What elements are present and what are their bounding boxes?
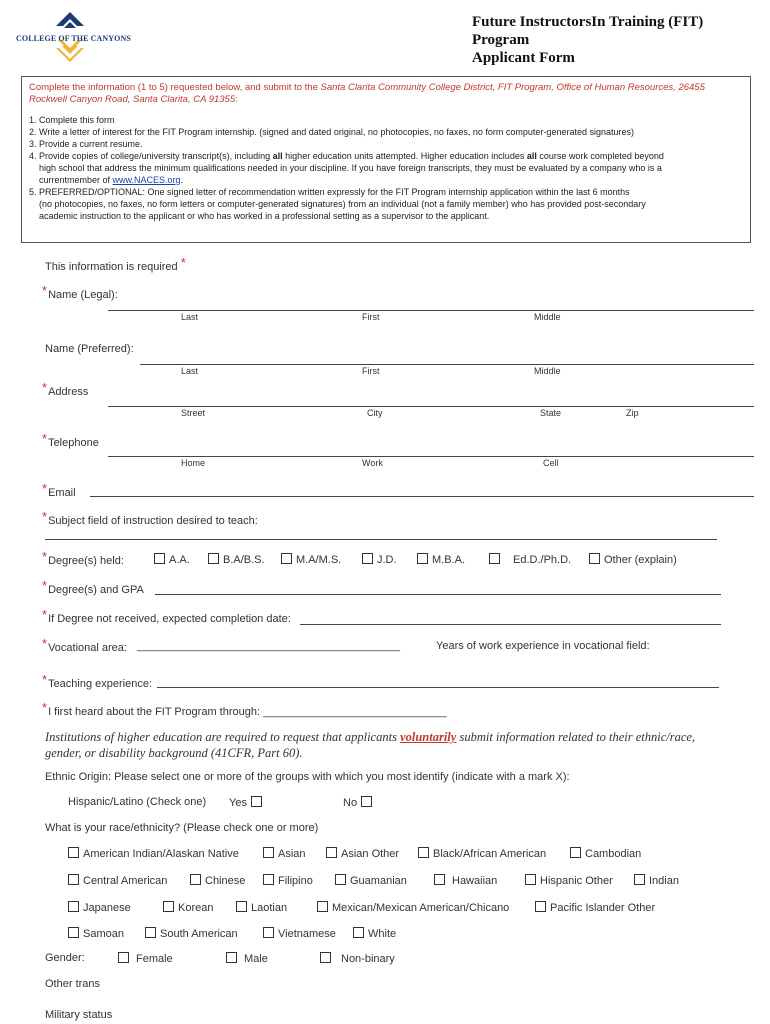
race-samoan[interactable]: [68, 927, 124, 940]
teaching-label: [42, 672, 153, 690]
required-star: *: [42, 607, 48, 622]
race-pacific-islander[interactable]: [535, 901, 655, 914]
telephone-label: [42, 431, 99, 449]
subject-label: [42, 509, 258, 527]
required-star: *: [42, 578, 48, 593]
required-star: *: [42, 549, 48, 564]
checkbox[interactable]: [68, 874, 79, 885]
hispanic-yes-label: Yes: [229, 797, 247, 809]
race-chinese[interactable]: [190, 874, 245, 887]
degree-option-aa[interactable]: [154, 553, 190, 566]
teaching-text: Teaching experience:: [48, 678, 153, 690]
step-4-text-c: higher education units attempted. Higher education includes: [285, 151, 525, 161]
checkbox[interactable]: [68, 927, 79, 938]
degree-option-mba[interactable]: [417, 553, 465, 566]
degree-option-label: Ed.D./Ph.D.: [513, 554, 572, 566]
step-5-cont2: academic instruction to the applicant or who has worked in a professional setting as a supervisor to the applicant.: [39, 211, 490, 221]
completion-date-label: [42, 607, 291, 625]
military-status-label: Military status: [45, 1009, 113, 1021]
step-4-cont: high school that address the minimum qualifications needed in your discipline. If you have foreign transcripts, they must be evaluated by a company who is a: [39, 163, 662, 173]
step-4-cont2: [29, 174, 744, 186]
gender-label: Gender:: [45, 952, 85, 964]
address-zip: Zip: [626, 408, 639, 418]
race-label: Japanese: [83, 902, 131, 914]
race-label: Hawaiian: [452, 875, 498, 887]
degree-option-label: M.A/M.S.: [296, 554, 342, 566]
checkbox[interactable]: [361, 796, 372, 807]
step-4-bold-all-2: all: [526, 151, 537, 161]
degree-option-jd[interactable]: [362, 553, 397, 566]
checkbox[interactable]: [417, 553, 428, 564]
name-legal-middle: Middle: [534, 312, 561, 322]
address-city: City: [367, 408, 383, 418]
step-4: [29, 150, 744, 162]
race-laotian[interactable]: [236, 901, 287, 914]
college-logo: [14, 10, 129, 66]
checkbox[interactable]: [154, 553, 165, 564]
step-2: 2. Write a letter of interest for the FIT Program internship. (signed and dated original, no photocopies, no faxes, no form computer-generated signatures): [29, 127, 634, 137]
required-note: [45, 255, 187, 273]
email-label: [42, 481, 76, 499]
ethnic-notice: [45, 729, 745, 761]
required-star: *: [42, 636, 48, 651]
notice-text-c: gender, or disability background (41CFR, Part 60).: [45, 746, 303, 760]
race-filipino[interactable]: [263, 874, 313, 887]
checkbox[interactable]: [263, 927, 274, 938]
gender-female[interactable]: [118, 952, 173, 965]
checkbox[interactable]: [362, 553, 373, 564]
required-note-text: This information is required: [45, 261, 178, 273]
step-5-cont: (no photocopies, no faxes, no form letters or computer-generated signatures) from an individual (not a family member) who has provided post-secondary: [39, 199, 646, 209]
checkbox[interactable]: [226, 952, 237, 963]
checkbox[interactable]: [335, 874, 346, 885]
checkbox[interactable]: [634, 874, 645, 885]
heard-label: [42, 700, 447, 718]
checkbox[interactable]: [236, 901, 247, 912]
step-4-text-g: currentmember of: [39, 175, 111, 185]
name-preferred-first: First: [362, 366, 380, 376]
checkbox[interactable]: [163, 901, 174, 912]
college-logo-text: COLLEGE OF THE CANYONS: [16, 34, 131, 43]
race-hispanic-other[interactable]: [525, 874, 613, 887]
race-american-indian[interactable]: [68, 847, 239, 860]
email-text: Email: [48, 487, 76, 499]
other-trans-label: Other trans: [45, 978, 101, 990]
name-legal-label: [42, 283, 118, 301]
race-label: Mexican/Mexican American/Chicano: [332, 902, 510, 914]
degrees-gpa-field[interactable]: [155, 594, 721, 595]
vocational-label: [42, 636, 127, 654]
required-star: *: [42, 481, 48, 496]
race-japanese[interactable]: [68, 901, 131, 914]
race-asian-other[interactable]: [326, 847, 399, 860]
race-asian[interactable]: [263, 847, 306, 860]
telephone-work: Work: [362, 458, 383, 468]
telephone-home: Home: [181, 458, 206, 468]
hispanic-no[interactable]: [343, 796, 376, 809]
race-label: Chinese: [205, 875, 246, 887]
race-label: Cambodian: [585, 848, 642, 860]
race-central-american[interactable]: [68, 874, 167, 887]
checkbox[interactable]: [535, 901, 546, 912]
gender-option-label: Female: [136, 953, 173, 965]
race-guamanian[interactable]: [335, 874, 407, 887]
degrees-gpa-label: [42, 578, 144, 596]
race-label: Filipino: [278, 875, 313, 887]
checkbox[interactable]: [145, 927, 156, 938]
degree-option-label: Other (explain): [604, 554, 677, 566]
race-label: Asian: [278, 848, 306, 860]
notice-text-a: Institutions of higher education are required to request that applicants: [45, 730, 397, 744]
degree-option-ma[interactable]: [281, 553, 341, 566]
checkbox[interactable]: [208, 553, 219, 564]
race-label: Hispanic Other: [540, 875, 613, 887]
race-label: American Indian/Alaskan Native: [83, 848, 239, 860]
race-label: Korean: [178, 902, 214, 914]
gender-nonbinary[interactable]: [320, 952, 395, 965]
step-5: 5. PREFERRED/OPTIONAL: One signed letter of recommendation written expressly for the FIT Program internship application within the last 6 months: [29, 187, 630, 197]
gender-male[interactable]: [226, 952, 268, 965]
form-title-line2: Program: [472, 32, 530, 48]
required-star: *: [42, 431, 48, 446]
completion-date-text: If Degree not received, expected completion date:: [48, 613, 291, 625]
required-star: *: [42, 700, 48, 715]
race-white[interactable]: [353, 927, 396, 940]
required-star: *: [180, 255, 186, 270]
intro-text-b: Santa Clarita Community College District, FIT Program, Office of Human Resources,: [320, 82, 676, 93]
form-title: [472, 13, 703, 67]
required-star: *: [42, 672, 48, 687]
race-cambodian[interactable]: [570, 847, 641, 860]
name-legal-text: Name (Legal):: [48, 289, 118, 301]
checkbox[interactable]: [68, 847, 79, 858]
checkbox[interactable]: [118, 952, 129, 963]
checkbox[interactable]: [251, 796, 262, 807]
checkbox[interactable]: [353, 927, 364, 938]
degree-option-label: J.D.: [377, 554, 397, 566]
name-legal-first: First: [362, 312, 380, 322]
heard-field[interactable]: ______________________________: [263, 706, 447, 718]
email-field[interactable]: [90, 496, 754, 497]
step-1: 1. Complete this form: [29, 115, 115, 125]
race-label: Samoan: [83, 928, 124, 940]
degrees-held-label: [42, 549, 124, 567]
form-title-line1: Future InstructorsIn Training (FIT): [472, 14, 704, 30]
intro-text-c: 26455 Rockwell Canyon Road, Santa Clarita, CA 91355: [29, 82, 705, 105]
subject-field[interactable]: [45, 539, 717, 540]
race-label: Indian: [649, 875, 679, 887]
degree-option-label: M.B.A.: [432, 554, 466, 566]
name-preferred-label: Name (Preferred):: [45, 343, 134, 355]
name-preferred-middle: Middle: [534, 366, 561, 376]
subject-text: Subject field of instruction desired to teach:: [48, 515, 258, 527]
address-state: State: [540, 408, 562, 418]
years-experience-label: Years of work experience in vocational field:: [436, 640, 650, 652]
race-south-american[interactable]: [145, 927, 238, 940]
step-4-text-e: course work completed beyond: [539, 151, 664, 161]
gender-option-label: Non-binary: [341, 953, 395, 965]
step-4-bold-all: all: [272, 151, 283, 161]
degree-option-edd[interactable]: [489, 553, 571, 566]
checkbox[interactable]: [489, 553, 500, 564]
step-4-text-a: 4. Provide copies of college/university transcript(s), including: [29, 151, 271, 161]
address-text: Address: [48, 386, 89, 398]
checkbox[interactable]: [320, 952, 331, 963]
degree-option-label: A.A.: [169, 554, 190, 566]
race-mexican[interactable]: [317, 901, 509, 914]
vocational-text: Vocational area:: [48, 642, 127, 654]
checkbox[interactable]: [589, 553, 600, 564]
race-label: White: [368, 928, 397, 940]
degree-option-label: B.A/B.S.: [223, 554, 265, 566]
hispanic-label: Hispanic/Latino (Check one): [68, 796, 207, 808]
name-legal-field[interactable]: [108, 310, 754, 311]
checkbox[interactable]: [68, 901, 79, 912]
gender-option-label: Male: [244, 953, 268, 965]
name-preferred-last: Last: [181, 366, 199, 376]
step-4-text-h: .: [180, 175, 184, 185]
race-indian[interactable]: [634, 874, 679, 887]
instructions-steps: [29, 114, 744, 222]
hispanic-no-label: No: [343, 797, 358, 809]
completion-date-field[interactable]: [300, 624, 721, 625]
address-street: Street: [181, 408, 206, 418]
step-3: 3. Provide a current resume.: [29, 139, 143, 149]
address-field[interactable]: [108, 406, 754, 407]
name-preferred-field[interactable]: [140, 364, 754, 365]
race-vietnamese[interactable]: [263, 927, 336, 940]
race-label: Asian Other: [341, 848, 400, 860]
checkbox[interactable]: [525, 874, 536, 885]
required-star: *: [42, 380, 48, 395]
intro-text-d: :: [235, 94, 238, 105]
race-question: What is your race/ethnicity? (Please check one or more): [45, 822, 319, 834]
checkbox[interactable]: [570, 847, 581, 858]
race-black[interactable]: [418, 847, 546, 860]
checkbox[interactable]: [190, 874, 201, 885]
race-hawaiian[interactable]: [434, 874, 497, 887]
name-legal-last: Last: [181, 312, 199, 322]
race-label: Guamanian: [350, 875, 407, 887]
ethnic-origin-label: Ethnic Origin: Please select one or more of the groups with which you most identify (indicate with a mark X):: [45, 771, 570, 783]
checkbox[interactable]: [434, 874, 445, 885]
race-label: Black/African American: [433, 848, 547, 860]
degree-option-ba[interactable]: [208, 553, 265, 566]
required-star: *: [42, 283, 48, 298]
notice-text-b: submit information related to their ethnic/race,: [459, 730, 696, 744]
checkbox[interactable]: [263, 874, 274, 885]
telephone-text: Telephone: [48, 437, 99, 449]
race-korean[interactable]: [163, 901, 213, 914]
degrees-gpa-text: Degree(s) and GPA: [48, 584, 144, 596]
heard-text: I first heard about the FIT Program through:: [48, 706, 261, 718]
notice-voluntarily: voluntarily: [400, 730, 457, 744]
checkbox[interactable]: [317, 901, 328, 912]
instructions-intro: [29, 82, 729, 106]
teaching-field[interactable]: [157, 687, 719, 688]
address-label: [42, 380, 89, 398]
intro-text-a: Complete the information (1 to 5) requested below, and submit to the: [29, 82, 318, 93]
vocational-field[interactable]: ___________________________________________: [137, 640, 401, 652]
race-label: Laotian: [251, 902, 288, 914]
telephone-cell: Cell: [543, 458, 559, 468]
checkbox[interactable]: [263, 847, 274, 858]
checkbox[interactable]: [418, 847, 429, 858]
race-label: Vietnamese: [278, 928, 336, 940]
degrees-held-text: Degree(s) held:: [48, 555, 124, 567]
telephone-field[interactable]: [108, 456, 754, 457]
hispanic-yes[interactable]: [229, 796, 266, 809]
naces-link[interactable]: www.NACES.org: [112, 175, 181, 185]
race-label: Central American: [83, 875, 168, 887]
required-star: *: [42, 509, 48, 524]
checkbox[interactable]: [326, 847, 337, 858]
race-label: Pacific Islander Other: [550, 902, 656, 914]
race-label: South American: [160, 928, 238, 940]
form-title-line3: Applicant Form: [472, 50, 575, 66]
degree-option-other[interactable]: [589, 553, 677, 566]
checkbox[interactable]: [281, 553, 292, 564]
